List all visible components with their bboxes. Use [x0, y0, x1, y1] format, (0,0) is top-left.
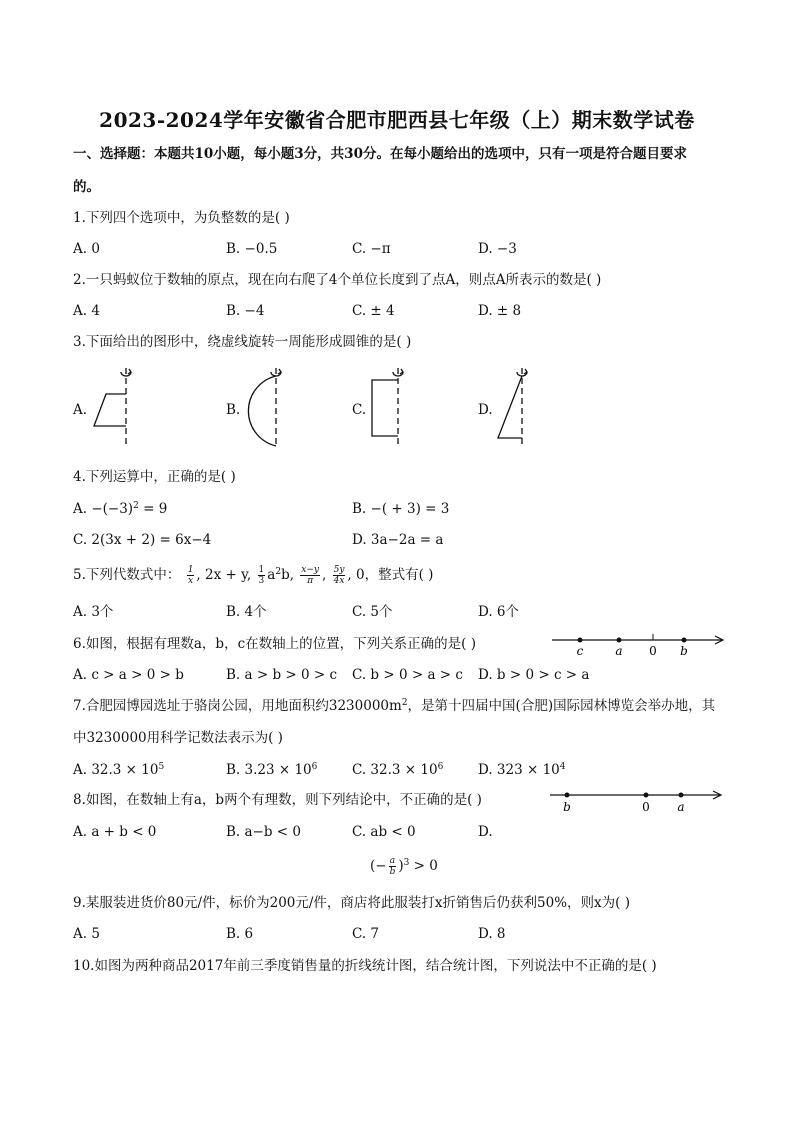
- page-title: 2023-2024学年安徽省合肥市肥西县七年级（上）期末数学试卷: [99, 108, 695, 132]
- question-2: 2.一只蚂蚁位于数轴的原点，现在向右爬了4个单位长度到了点A，则点A所表示的数是( ): [73, 272, 602, 288]
- point-b: [682, 638, 687, 643]
- q5-option-a: A. 3个: [73, 604, 114, 620]
- point-c: [578, 638, 583, 643]
- question-8: 8.如图，在数轴上有a，b两个有理数，则下列结论中，不正确的是( ): [73, 792, 482, 808]
- q4-option-a: A. $-(-3)^2 = 9$: [73, 501, 168, 517]
- fraction-5y-over-4x: $\frac{5y}{4x}$: [333, 565, 345, 586]
- q5-option-d: D. 6个: [478, 604, 520, 620]
- question-7-cont: 中3230000用科学记数法表示为( ): [73, 730, 283, 746]
- q6-option-a: A. c > a > 0 > b: [73, 667, 184, 683]
- q2-option-d: D. ± 8: [478, 303, 522, 319]
- fraction-x-minus-y-over-pi: $\frac{x-y}{\pi}$: [301, 565, 319, 586]
- q6-option-b: B. a > b > 0 > c: [226, 667, 338, 683]
- q7-option-b: B. $3.23 \times 10^6$: [226, 762, 318, 778]
- q1-option-a: A. 0: [73, 241, 100, 257]
- q9-option-a: A. 5: [73, 926, 100, 942]
- label-zero: 0: [649, 644, 657, 658]
- q8-number-line: [548, 785, 728, 815]
- q1-option-c: C. −π: [352, 241, 391, 257]
- point-b: [565, 793, 570, 798]
- point-a: [679, 793, 684, 798]
- q3-option-a: A.: [73, 402, 88, 418]
- point-a: [617, 638, 622, 643]
- q8-option-d: D.: [478, 824, 493, 840]
- q9-option-c: C. 7: [352, 926, 380, 942]
- q7-option-d: D. $323 \times 10^4$: [478, 762, 566, 778]
- q2-option-a: A. 4: [73, 303, 100, 319]
- q4-option-c: C. 2(3x + 2) = 6x−4: [73, 532, 212, 548]
- q4-option-b: B. −( + 3) = 3: [352, 501, 450, 517]
- q9-option-b: B. 6: [226, 926, 254, 942]
- label-a: a: [615, 644, 623, 658]
- label-b: b: [563, 800, 571, 814]
- q8-option-d-expression: (− $\frac{a}{b}$ )$^3$ > 0: [370, 856, 438, 877]
- question-1: 1.下列四个选项中，为负整数的是( ): [73, 210, 290, 226]
- label-c: c: [576, 644, 584, 658]
- question-9: 9.某服装进货价80元/件，标价为200元/件，商店将此服装打x折销售后仍获利50%，则x为( ): [73, 895, 630, 911]
- q3-option-c: C.: [352, 402, 367, 418]
- label-zero: 0: [642, 800, 650, 814]
- q7-option-c: C. $32.3 \times 10^6$: [352, 762, 444, 778]
- q9-option-d: D. 8: [478, 926, 506, 942]
- figure-c-rectangle: [372, 368, 403, 444]
- q3-figures: [0, 360, 794, 480]
- label-a: a: [677, 800, 685, 814]
- fraction-1-over-3: $\frac{1}{3}$: [258, 565, 265, 586]
- question-4: 4.下列运算中，正确的是( ): [73, 469, 236, 485]
- q8-option-c: C. ab < 0: [352, 824, 416, 840]
- label-b: b: [680, 644, 688, 658]
- q7-option-a: A. $32.3 \times 10^5$: [73, 762, 165, 778]
- question-10: 10.如图为两种商品2017年前三季度销售量的折线统计图，结合统计图，下列说法中不正确的是( ): [73, 958, 657, 974]
- q8-option-a: A. a + b < 0: [73, 824, 157, 840]
- q5-option-c: C. 5个: [352, 604, 393, 620]
- q5-option-b: B. 4个: [226, 604, 267, 620]
- q6-number-line: [550, 628, 730, 658]
- q3-option-d: D.: [478, 402, 493, 418]
- q1-option-d: D. −3: [478, 241, 517, 257]
- q2-option-b: B. −4: [226, 303, 265, 319]
- figure-a-trapezoid: [94, 368, 131, 444]
- fraction-1-over-x: $\frac{1}{x}$: [187, 565, 194, 586]
- q6-option-d: D. b > 0 > c > a: [478, 667, 590, 683]
- section-heading-cont: 的。: [73, 179, 100, 195]
- figure-d-triangle: [498, 368, 527, 444]
- q8-option-b: B. a−b < 0: [226, 824, 301, 840]
- figure-b-semicircle: [248, 368, 281, 446]
- q4-option-d: D. 3a−2a = a: [352, 532, 444, 548]
- question-6: 6.如图，根据有理数a，b，c在数轴上的位置，下列关系正确的是( ): [73, 636, 476, 652]
- q1-option-b: B. −0.5: [226, 241, 278, 257]
- q6-option-c: C. b > 0 > a > c: [352, 667, 463, 683]
- question-5: 5.下列代数式中： $\frac{1}{x}$ , 2x + y, $\frac{1}{3}$ $a^2b$, $\frac{x-y}{\pi}$ , $\frac{5y}{4x}$ , 0，整式有( ): [73, 565, 434, 586]
- section-heading: 一、选择题：本题共10小题，每小题3分，共30分。在每小题给出的选项中，只有一项是符合题目要求: [73, 146, 687, 162]
- point-zero: [644, 793, 649, 798]
- question-7: 7.合肥园博园选址于骆岗公园，用地面积约$3230000m^2$，是第十四届中国(合肥)国际园林博览会举办地，其: [73, 698, 716, 714]
- q3-option-b: B.: [226, 402, 241, 418]
- q2-option-c: C. ± 4: [352, 303, 395, 319]
- question-3: 3.下面给出的图形中，绕虚线旋转一周能形成圆锥的是( ): [73, 334, 412, 350]
